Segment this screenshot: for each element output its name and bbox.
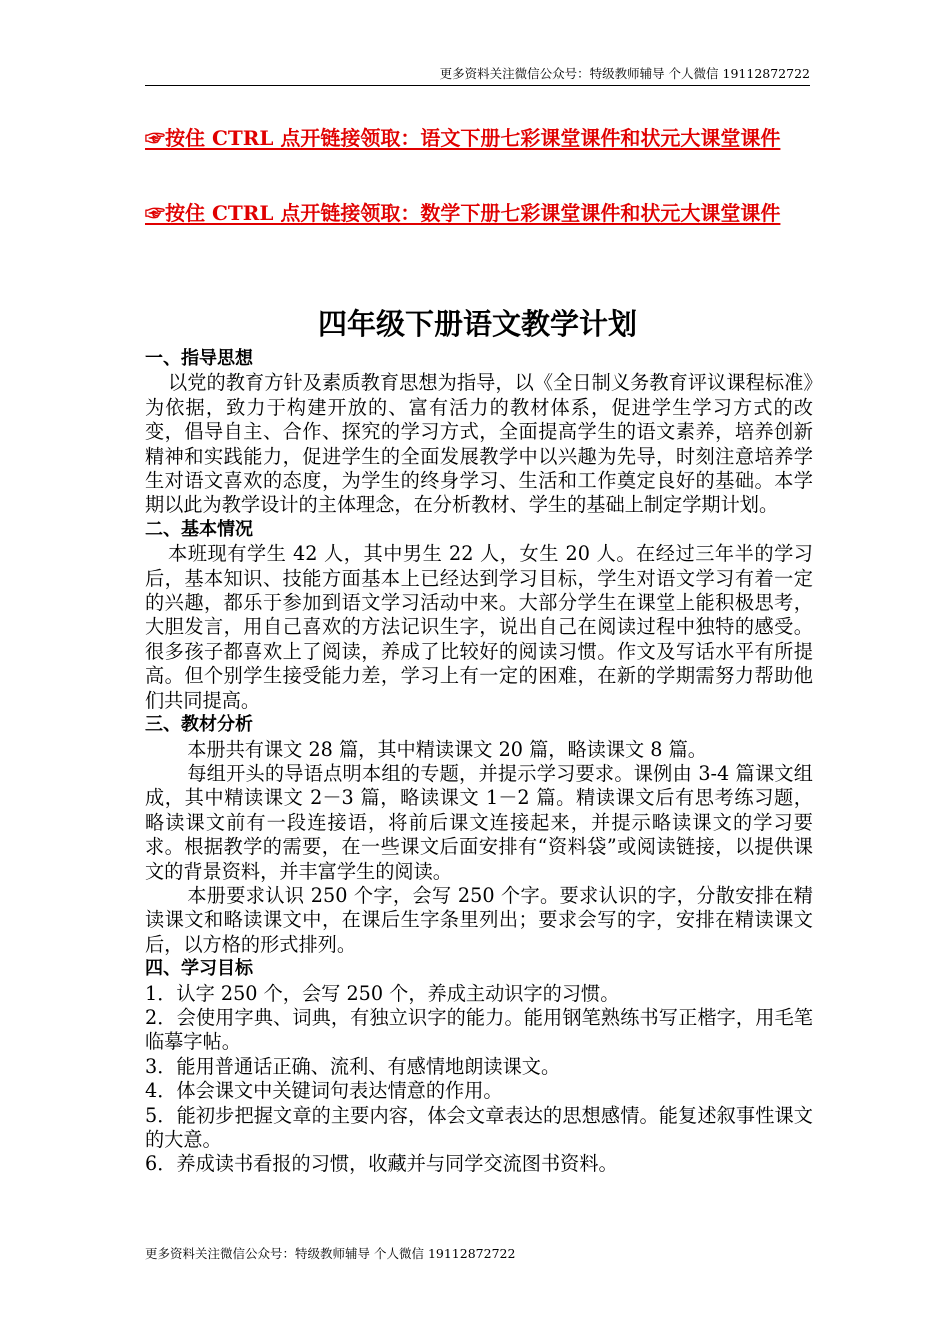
goal-item: 5．能初步把握文章的主要内容，体会文章表达的思想感情。能复述叙事性课文的大意。 <box>145 1103 813 1151</box>
section-heading-guiding-thought: 一、指导思想 <box>145 348 253 369</box>
section-heading-textbook-analysis: 三、教材分析 <box>145 714 253 736</box>
paragraph-basic-situation: 本班现有学生 42 人，其中男生 22 人，女生 20 人。在经过三年半的学习后，基本知识、技能方面基本上已经达到学习目标，学生对语文学习有着一定的兴趣，都乐于参加到语文学习活动中来。大部分学生在课堂上能积极思考，大胆发言，用自己喜欢的方法记识生字，说出自己在阅读过程中独特的感受。很多孩子都喜欢上了阅读，养成了比较好的阅读习惯。作文及写话水平有所提高。但个别学生接受能力差，学习上有一定的困难，在新的学期需努力帮助他们共同提高。 <box>145 542 813 712</box>
section-heading-learning-goals: 四、学习目标 <box>145 958 253 980</box>
section-heading-basic-situation: 二、基本情况 <box>145 518 253 540</box>
header-divider <box>145 85 810 86</box>
promo-link-math[interactable]: ☞按住 CTRL 点开链接领取：数学下册七彩课堂课件和状元大课堂课件 <box>145 201 781 225</box>
goal-item: 3．能用普通话正确、流利、有感情地朗读课文。 <box>145 1054 561 1078</box>
promo-link-chinese[interactable]: ☞按住 CTRL 点开链接领取：语文下册七彩课堂课件和状元大课堂课件 <box>145 126 781 150</box>
document-title: 四年级下册语文教学计划 <box>317 307 637 341</box>
goal-item: 4．体会课文中关键词句表达情意的作用。 <box>145 1079 503 1103</box>
document-body <box>145 347 813 1177</box>
page-header: 更多资料关注微信公众号：特级教师辅导 个人微信 19112872722 <box>439 66 810 81</box>
paragraph-textbook-count: 本册共有课文 28 篇，其中精读课文 20 篇，略读课文 8 篇。 <box>187 737 707 761</box>
goal-item: 6．养成读书看报的习惯，收藏并与同学交流图书资料。 <box>145 1152 618 1176</box>
paragraph-textbook-structure: 每组开头的导语点明本组的专题，并提示学习要求。课例由 3-4 篇课文组成，其中精读课文 2－3 篇，略读课文 1－2 篇。精读课文后有思考练习题，略读课文前有一段连接语，将前后课文连接起来，并提示略读课文的学习要求。根据教学的需要，在一些课文后面安排有“资料袋”或阅读链接，以提供课文的背景资料，并丰富学生的阅读。 <box>145 761 813 883</box>
page-footer: 更多资料关注微信公众号：特级教师辅导 个人微信 19112872722 <box>145 1246 516 1261</box>
goal-item: 1．认字 250 个，会写 250 个，养成主动识字的习惯。 <box>145 981 620 1005</box>
paragraph-guiding-thought: 以党的教育方针及素质教育思想为指导，以《全日制义务教育评议课程标准》为依据，致力于构建开放的、富有活力的教材体系，促进学生学习方式的改变，倡导自主、合作、探究的学习方式，全面提高学生的语文素养，培养创新精神和实践能力，促进学生的全面发展教学中以兴趣为先导，时刻注意培养学生对语文喜欢的态度，为学生的终身学习、生活和工作奠定良好的基础。本学期以此为教学设计的主体理念，在分析教材、学生的基础上制定学期计划。 <box>145 371 813 517</box>
paragraph-textbook-characters: 本册要求认识 250 个字，会写 250 个字。要求认识的字，分散安排在精读课文和略读课文中，在课后生字条里列出；要求会写的字，安排在精读课文后，以方格的形式排列。 <box>145 883 813 956</box>
goal-item: 2．会使用字典、词典，有独立识字的能力。能用钢笔熟练书写正楷字，用毛笔临摹字帖。 <box>145 1005 813 1054</box>
